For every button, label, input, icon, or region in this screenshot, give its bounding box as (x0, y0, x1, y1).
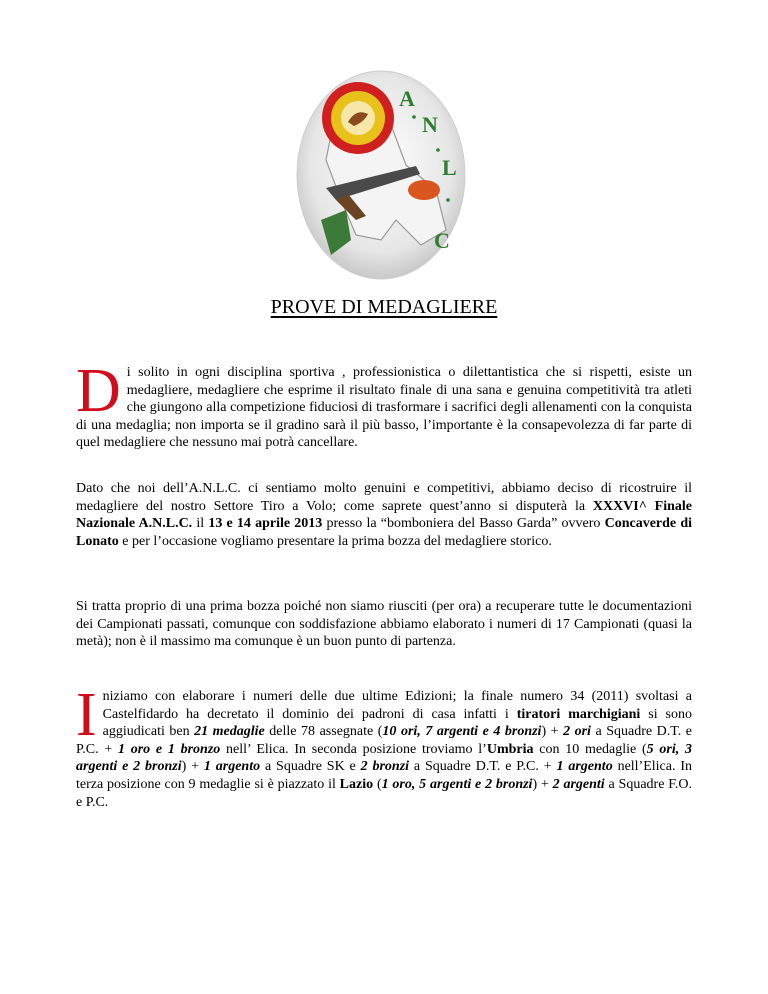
region-umbria: Umbria (486, 741, 534, 757)
medal-breakdown: 1 oro e 1 bronzo (117, 741, 221, 757)
text-run: niziamo con elaborare i numeri delle due ultime Edizioni; la finale numero 34 (2011) svoltasi a Castelfidardo ha decretato il dominio dei padroni di casa infatti i (102, 689, 692, 722)
text-run: si sono aggiudicati ben (102, 706, 692, 740)
text-run: con 10 medaglie ( (533, 741, 647, 757)
draft-paragraph (76, 598, 692, 651)
page-title: PROVE DI MEDAGLIERE (270, 296, 498, 318)
medal-count: 21 medaglie (194, 724, 265, 740)
finale-venue: Concaverde di Lonato (76, 516, 692, 549)
text-run: ) + (532, 776, 553, 792)
draft-text: Si tratta proprio di una prima bozza poiché non siamo riusciti (per ora) a recuperare tutte le documentazioni dei Campionati passati, comunque con soddisfazione abbiamo elaborato i numeri di 17 Campionati (quasi la metà); non è il massimo ma comunque è un buon punto di partenza. (76, 599, 692, 650)
text-run: a Squadre D.T. e P.C. + (76, 724, 692, 757)
logo-letter-l: L (442, 155, 457, 180)
medal-breakdown: 2 bronzi (360, 759, 410, 775)
text-run: presso la “bomboniera del Basso Garda” ovvero (322, 516, 605, 532)
text-run: a Squadre F.O. e P.C. (76, 776, 692, 810)
medal-breakdown: 1 oro, 5 argenti e 2 bronzi (381, 776, 533, 792)
finale-paragraph (76, 480, 692, 550)
text-run: il (192, 516, 209, 532)
medal-breakdown: 2 ori (563, 724, 591, 740)
logo-letter-n: N (422, 112, 438, 137)
text-run: delle 78 assegnate ( (264, 724, 383, 740)
medal-breakdown: 1 argento (556, 759, 613, 775)
text-run: e per l’occasione vogliamo presentare la prima bozza del medagliere storico. (118, 533, 552, 549)
logo-letter-c: C (434, 228, 450, 253)
anlc-logo (296, 70, 466, 280)
drop-cap-i: I (76, 681, 97, 749)
logo-letter-a: A (399, 86, 415, 111)
region-lazio: Lazio (339, 776, 374, 792)
text-run: Dato che noi dell’A.N.L.C. ci sentiamo molto genuini e competitivi, abbiamo deciso di ricostruire il medagliere del nostro Settore Tiro a Volo; come saprete quest’anno si disputerà la (76, 481, 692, 514)
drop-cap-d: D (76, 357, 121, 425)
medal-breakdown: 5 ori, 3 argenti e 2 bronzi (76, 741, 692, 775)
text-run: nell’Elica. In terza posizione con 9 medaglie si è piazzato il (76, 759, 693, 792)
finale-name: XXXVI^ Finale Nazionale A.N.L.C. (76, 498, 692, 532)
text-run: nell’ Elica. In seconda posizione troviamo l’ (220, 741, 487, 757)
text-run: a Squadre SK e (260, 759, 361, 775)
text-run: a Squadre D.T. e P.C. + (409, 759, 557, 775)
intro-text: i solito in ogni disciplina sportiva , professionistica o dilettantistica che si rispetti, esiste un medagliere, medagliere che esprime il risultato finale di una sana e genuina competitività tra atleti che giungono alla competizione fiduciosi di trasformare i sacrifici degli allenamenti con la conquista di una medaglia; non importa se il gradino sarà il più basso, l’importante è la consapevolezza di far parte di quel medagliere che nessuno mai potrà cancellare. (76, 365, 692, 451)
medal-breakdown: 2 argenti (552, 776, 605, 792)
medal-breakdown: 1 argento (203, 759, 261, 775)
text-run: ( (373, 776, 382, 792)
results-paragraph (76, 681, 693, 811)
region-marche: tiratori marchigiani (516, 706, 641, 722)
finale-dates: 13 e 14 aprile 2013 (208, 516, 323, 532)
text-run: ) + (181, 759, 204, 775)
medal-breakdown: 10 ori, 7 argenti e 4 bronzi (382, 724, 542, 740)
intro-paragraph (76, 357, 692, 452)
text-run: ) + (541, 724, 564, 740)
